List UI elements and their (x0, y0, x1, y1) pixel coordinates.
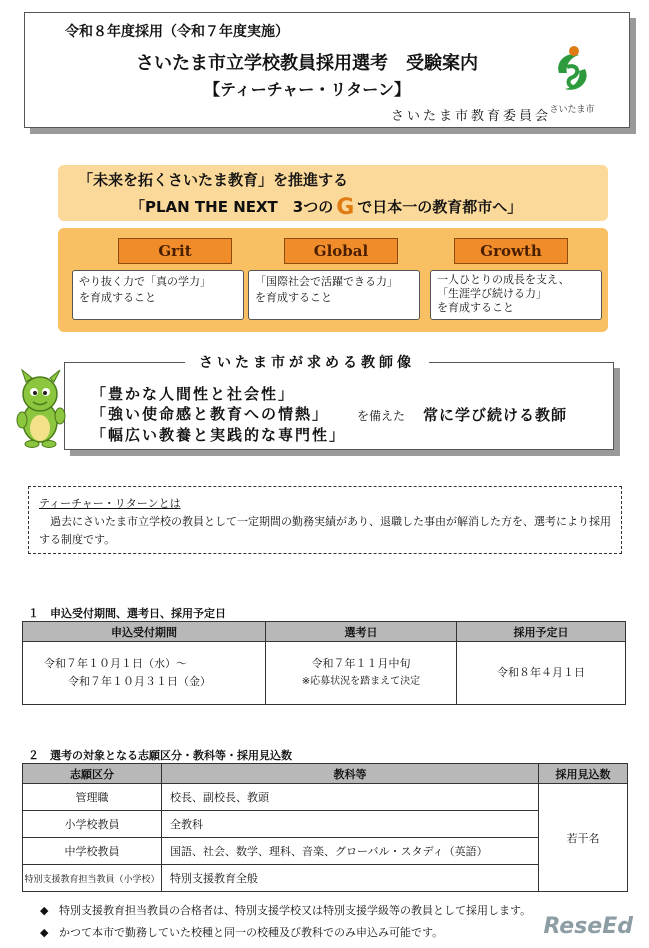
quality-2: 「強い使命感と教育への情熱」 (91, 405, 330, 423)
definition-title: ティーチャー・リターンとは (39, 497, 181, 510)
schedule-header-row (23, 622, 626, 642)
growth-desc-1: 一人ひとりの成長を支え、 (437, 273, 570, 286)
ideal-teacher-title: さいたま市が求める教師像 (185, 352, 429, 372)
section-1-heading: １ 申込受付期間、選考日、採用予定日 (28, 607, 226, 620)
document-title: さいたま市立学校教員採用選考 受験案内 (136, 53, 478, 74)
table-row (23, 865, 628, 892)
application-period (23, 642, 266, 705)
grit-desc-1: やり抜く力で「真の学力」 (79, 275, 211, 288)
quality-bridge: を備えた (357, 409, 406, 423)
recruitment-header-row (23, 764, 628, 784)
logo-label: さいたま市 (549, 105, 595, 115)
schedule-table (22, 621, 626, 705)
column-header: 採用予定日 (457, 622, 626, 642)
growth-desc-2: 「生涯学び続ける力」 (437, 287, 547, 300)
g-mark: G (336, 195, 355, 220)
note-bullet: ◆ (40, 926, 49, 939)
global-title: Global (284, 238, 398, 264)
fiscal-year-line: 令和８年度採用（令和７年度実施） (65, 24, 289, 40)
category-cell: 特別支援教育担当教員（小学校） (23, 865, 162, 892)
note-2-text: かつて本市で勤務していた校種と同一の校種及び教科でのみ申込み可能です。 (58, 926, 444, 939)
category-cell: 小学校教員 (23, 811, 162, 838)
hiring-count-cell: 若干名 (539, 784, 628, 892)
period-start: 令和７年１０月１日（水）～ (44, 657, 187, 670)
note-1 (40, 902, 531, 918)
global-desc-1: 「国際社会で活躍できる力」 (255, 275, 398, 288)
recruitment-table (22, 763, 628, 892)
slogan-line-2 (130, 195, 522, 220)
subjects-cell: 校長、副校長、教頭 (162, 784, 539, 811)
subjects-cell: 全教科 (162, 811, 539, 838)
column-header: 志願区分 (23, 764, 162, 784)
period-end: 令和７年１０月３１日（金） (68, 675, 211, 688)
mascot-character-icon (10, 368, 72, 448)
growth-desc-3: を育成すること (437, 301, 514, 314)
slogan-line-2b: で日本一の教育都市へ」 (357, 198, 523, 216)
document-subtitle: 【ティーチャー・リターン】 (204, 80, 410, 99)
grit-description (72, 270, 244, 320)
slogan-banner (58, 165, 608, 221)
subjects-cell: 国語、社会、数学、理科、音楽、グローバル・スタディ（英語） (162, 838, 539, 865)
hire-date: 令和８年４月１日 (457, 642, 626, 705)
category-cell: 中学校教員 (23, 838, 162, 865)
quality-1: 「豊かな人間性と社会性」 (91, 385, 296, 403)
watermark-logo: ReseEd (543, 914, 633, 939)
schedule-row (23, 642, 626, 705)
grit-title: Grit (118, 238, 232, 264)
table-row (23, 811, 628, 838)
column-header: 採用見込数 (539, 764, 628, 784)
ideal-teacher-summary: 常に学び続ける教師 (423, 406, 568, 424)
category-cell: 管理職 (23, 784, 162, 811)
slogan-line-1: 「未来を拓くさいたま教育」を推進する (78, 171, 349, 189)
subjects-cell: 特別支援教育全般 (162, 865, 539, 892)
three-g-panel (58, 228, 608, 332)
note-2 (40, 924, 443, 940)
global-desc-2: を育成すること (255, 291, 332, 304)
document-header (24, 12, 630, 128)
saitama-city-logo (537, 43, 607, 115)
exam-date-value: 令和７年１１月中旬 (311, 657, 411, 670)
grit-desc-2: を育成すること (79, 291, 156, 304)
exam-date-note: ※応募状況を踏まえて決定 (301, 676, 421, 687)
column-header: 申込受付期間 (23, 622, 266, 642)
ideal-teacher-box (64, 362, 614, 450)
growth-description (430, 270, 602, 320)
definition-body: 過去にさいたま市立学校の教員として一定期間の勤務実績があり、退職した事由が解消した方を、選考により採用する制度です。 (39, 515, 611, 546)
column-header: 教科等 (162, 764, 539, 784)
saitama-city-emblem-icon (537, 43, 607, 101)
definition-box (28, 486, 622, 554)
growth-title: Growth (454, 238, 568, 264)
table-row (23, 838, 628, 865)
table-row (23, 784, 628, 811)
global-description (248, 270, 420, 320)
section-2-heading: ２ 選考の対象となる志願区分・教科等・採用見込数 (28, 749, 292, 762)
issuing-organization: さいたま市教育委員会 (390, 109, 551, 124)
column-header: 選考日 (266, 622, 457, 642)
note-1-text: 特別支援教育担当教員の合格者は、特別支援学校又は特別支援学級等の教員として採用します。 (58, 904, 532, 917)
exam-date (266, 642, 457, 705)
quality-3: 「幅広い教養と実践的な専門性」 (91, 426, 347, 444)
slogan-line-2a: 「PLAN THE NEXT 3つの (130, 198, 334, 216)
note-bullet: ◆ (40, 904, 49, 917)
